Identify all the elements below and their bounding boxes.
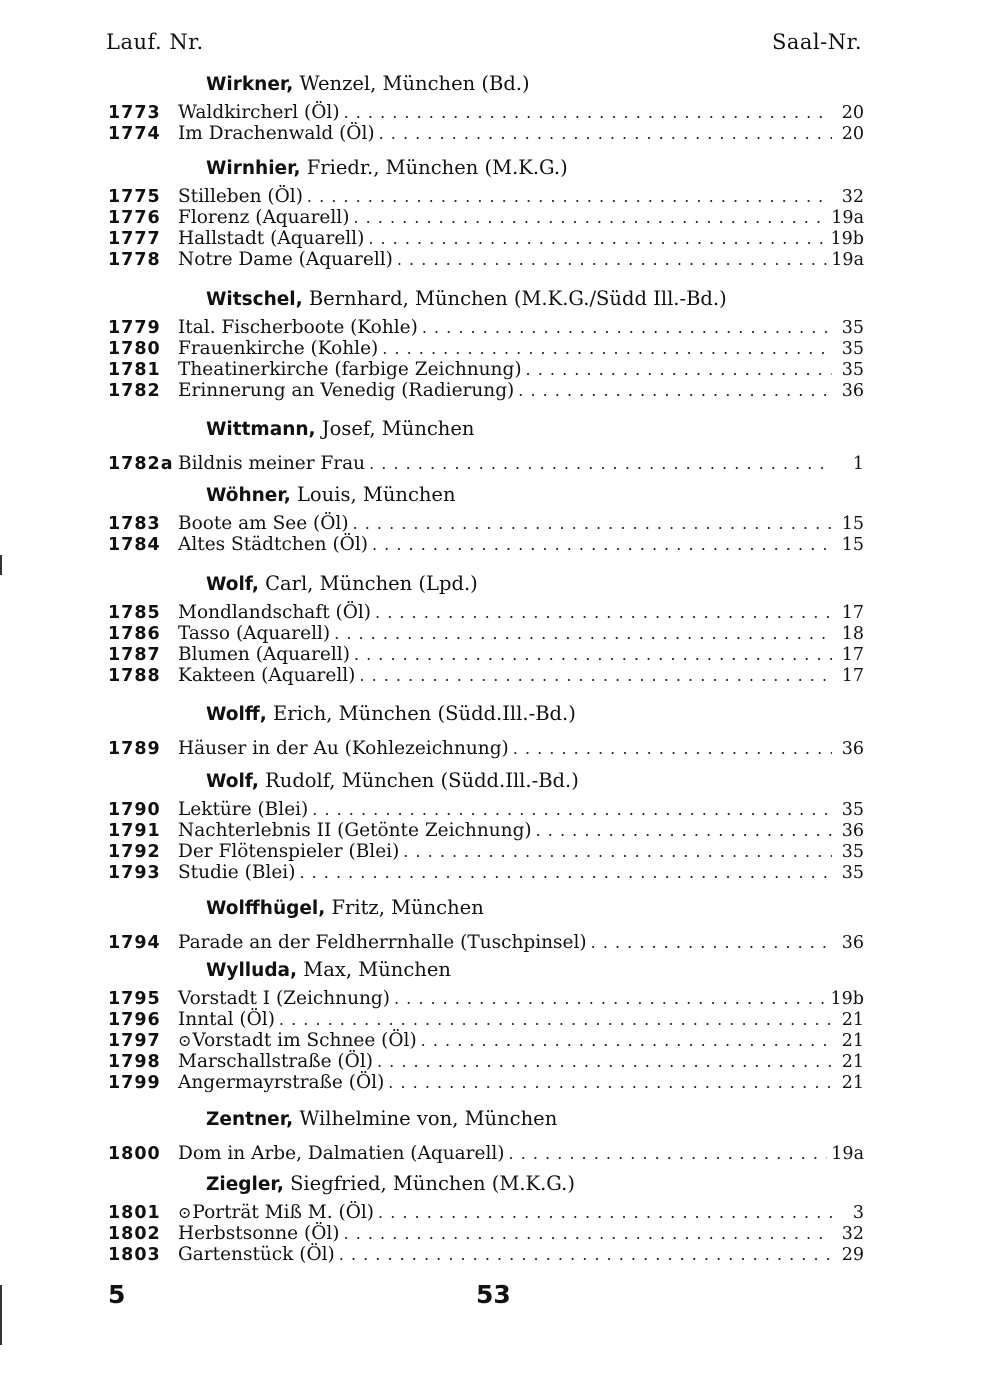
entry-number: 1786 xyxy=(108,624,161,644)
entry-title xyxy=(178,1223,340,1244)
artist-surname: Wolffhügel, xyxy=(206,898,326,919)
artist-surname: Wolf, xyxy=(206,574,259,595)
entry-number: 1788 xyxy=(108,666,161,686)
artist-surname: Witschel, xyxy=(206,289,303,310)
catalog-entry xyxy=(108,1244,864,1266)
entry-title xyxy=(178,359,522,380)
room-number: 21 xyxy=(841,1010,864,1030)
catalog-entry xyxy=(108,453,864,475)
entry-title xyxy=(178,1009,275,1030)
artist-heading xyxy=(206,896,484,919)
artist-heading xyxy=(206,156,568,179)
room-number: 35 xyxy=(841,318,864,338)
entry-title xyxy=(178,932,587,953)
catalog-entry xyxy=(108,228,864,250)
catalog-entry xyxy=(108,988,864,1010)
entry-title-text: Lektüre (Blei) xyxy=(178,799,309,820)
catalog-entry xyxy=(108,820,864,842)
dot-leader xyxy=(353,208,827,227)
artist-heading xyxy=(206,769,579,792)
dot-leader xyxy=(359,666,832,685)
artist-details: Carl, München (Lpd.) xyxy=(258,572,478,595)
artist-heading xyxy=(206,483,456,506)
entry-title-text: Tasso (Aquarell) xyxy=(178,623,331,644)
catalog-entry xyxy=(108,1009,864,1031)
entry-title-text: Herbstsonne (Öl) xyxy=(178,1223,340,1244)
entry-number: 1797 xyxy=(108,1031,161,1051)
entry-title-text: Hallstadt (Aquarell) xyxy=(178,228,365,249)
dot-leader xyxy=(279,1010,832,1029)
margin-mark xyxy=(0,555,2,575)
room-number: 21 xyxy=(841,1052,864,1072)
catalog-entry xyxy=(108,102,864,124)
room-number: 35 xyxy=(841,842,864,862)
entry-title xyxy=(178,317,418,338)
artist-surname: Wylluda, xyxy=(206,960,298,981)
entry-number: 1778 xyxy=(108,250,161,270)
entry-number: 1789 xyxy=(108,739,161,759)
entry-title-text: Ital. Fischerboote (Kohle) xyxy=(178,317,418,338)
dot-leader xyxy=(382,339,832,358)
artist-surname: Wolff, xyxy=(206,704,267,725)
entry-number: 1794 xyxy=(108,933,161,953)
dot-leader xyxy=(378,1203,832,1222)
entry-title-text: Parade an der Feldherrnhalle (Tuschpinsel) xyxy=(178,932,587,953)
entry-title-text: Theatinerkirche (farbige Zeichnung) xyxy=(178,359,522,380)
entry-title xyxy=(178,102,340,123)
catalog-entry xyxy=(108,1143,864,1165)
entry-title-text: Vorstadt im Schnee (Öl) xyxy=(192,1030,417,1051)
dot-leader xyxy=(344,1224,832,1243)
catalog-entry xyxy=(108,338,864,360)
catalog-entry xyxy=(108,932,864,954)
dot-leader xyxy=(369,454,832,473)
catalog-entry xyxy=(108,738,864,760)
entry-title xyxy=(178,123,375,144)
entry-title-text: Nachterlebnis II (Getönte Zeichnung) xyxy=(178,820,532,841)
room-number: 35 xyxy=(841,863,864,883)
entry-number: 1784 xyxy=(108,535,161,555)
entry-number: 1782a xyxy=(108,454,174,474)
artist-surname: Zentner, xyxy=(206,1109,294,1130)
entry-title-text: Notre Dame (Aquarell) xyxy=(178,249,393,270)
dot-leader xyxy=(518,381,832,400)
entry-title xyxy=(178,623,330,644)
catalog-entry xyxy=(108,665,864,687)
entry-title-text: Häuser in der Au (Kohlezeichnung) xyxy=(178,738,509,759)
artist-surname: Wöhner, xyxy=(206,485,291,506)
entry-number: 1803 xyxy=(108,1245,161,1265)
entry-title xyxy=(178,988,390,1009)
entry-number: 1779 xyxy=(108,318,161,338)
dot-leader xyxy=(339,1245,832,1264)
entry-title-text: Stilleben (Öl) xyxy=(178,186,303,207)
catalog-entry xyxy=(108,1051,864,1073)
entry-title xyxy=(178,228,364,249)
margin-mark xyxy=(0,1285,2,1345)
artist-details: Siegfried, München (M.K.G.) xyxy=(283,1172,575,1195)
catalog-entry xyxy=(108,380,864,402)
artist-details: Louis, München xyxy=(290,483,456,506)
room-number: 3 xyxy=(852,1203,864,1223)
catalog-entry xyxy=(108,602,864,624)
dot-leader xyxy=(421,1031,832,1050)
entry-number: 1782 xyxy=(108,381,161,401)
entry-number: 1785 xyxy=(108,603,161,623)
column-header-running-number: Lauf. Nr. xyxy=(106,30,204,54)
catalog-entry xyxy=(108,862,864,884)
entry-title xyxy=(178,453,365,474)
room-number: 17 xyxy=(841,603,864,623)
artist-surname: Wirkner, xyxy=(206,74,294,95)
entry-number: 1801 xyxy=(108,1203,161,1223)
artist-details: Erich, München (Südd.Ill.-Bd.) xyxy=(266,702,576,725)
entry-title-text: Florenz (Aquarell) xyxy=(178,207,350,228)
catalog-entry xyxy=(108,513,864,535)
circled-dot-icon: ⊙ xyxy=(178,1203,192,1222)
room-number: 35 xyxy=(841,339,864,359)
catalog-entry xyxy=(108,186,864,208)
dot-leader xyxy=(526,360,832,379)
entry-title xyxy=(178,799,308,820)
entry-title-text: Gartenstück (Öl) xyxy=(178,1244,335,1265)
dot-leader xyxy=(536,821,832,840)
catalog-entry xyxy=(108,1223,864,1245)
entry-number: 1790 xyxy=(108,800,161,820)
catalog-entry xyxy=(108,249,864,271)
entry-number: 1783 xyxy=(108,514,161,534)
entry-title-text: Dom in Arbe, Dalmatien (Aquarell) xyxy=(178,1143,505,1164)
dot-leader xyxy=(334,624,832,643)
catalog-entry xyxy=(108,359,864,381)
entry-number: 1795 xyxy=(108,989,161,1009)
entry-title-text: Kakteen (Aquarell) xyxy=(178,665,356,686)
entry-title xyxy=(178,1072,384,1093)
entry-title xyxy=(178,249,393,270)
dot-leader xyxy=(353,514,832,533)
dot-leader xyxy=(368,229,826,248)
room-number: 32 xyxy=(841,1224,864,1244)
entry-title xyxy=(178,738,509,759)
catalog-entry xyxy=(108,799,864,821)
artist-heading xyxy=(206,287,727,310)
artist-details: Wilhelmine von, München xyxy=(293,1107,558,1130)
entry-title xyxy=(178,186,303,207)
room-number: 21 xyxy=(841,1031,864,1051)
entry-number: 1787 xyxy=(108,645,161,665)
dot-leader xyxy=(375,603,832,622)
artist-heading xyxy=(206,1107,557,1130)
entry-title-text: Porträt Miß M. (Öl) xyxy=(192,1202,375,1223)
dot-leader xyxy=(388,1073,832,1092)
room-number: 35 xyxy=(841,360,864,380)
entry-number: 1774 xyxy=(108,124,161,144)
entry-number: 1780 xyxy=(108,339,161,359)
entry-number: 1802 xyxy=(108,1224,161,1244)
artist-surname: Wirnhier, xyxy=(206,158,301,179)
artist-surname: Wolf, xyxy=(206,771,259,792)
room-number: 15 xyxy=(841,514,864,534)
catalog-entry xyxy=(108,207,864,229)
room-number: 17 xyxy=(841,645,864,665)
entry-number: 1777 xyxy=(108,229,161,249)
entry-number: 1776 xyxy=(108,208,161,228)
entry-title xyxy=(178,602,371,623)
entry-title xyxy=(178,1244,335,1265)
entry-number: 1792 xyxy=(108,842,161,862)
room-number: 17 xyxy=(841,666,864,686)
dot-leader xyxy=(372,535,832,554)
artist-details: Bernhard, München (M.K.G./Südd Ill.-Bd.) xyxy=(302,287,727,310)
dot-leader xyxy=(394,989,827,1008)
room-number: 21 xyxy=(841,1073,864,1093)
dot-leader xyxy=(377,1052,832,1071)
entry-title-text: Blumen (Aquarell) xyxy=(178,644,350,665)
artist-details: Rudolf, München (Südd.Ill.-Bd.) xyxy=(258,769,579,792)
room-number: 32 xyxy=(841,187,864,207)
entry-number: 1775 xyxy=(108,187,161,207)
dot-leader xyxy=(422,318,832,337)
page-number: 53 xyxy=(476,1280,511,1309)
artist-details: Friedr., München (M.K.G.) xyxy=(300,156,568,179)
entry-title-text: Im Drachenwald (Öl) xyxy=(178,123,375,144)
dot-leader xyxy=(513,739,832,758)
entry-title xyxy=(178,207,349,228)
artist-heading xyxy=(206,572,478,595)
catalog-entry xyxy=(108,623,864,645)
entry-number: 1799 xyxy=(108,1073,161,1093)
catalog-entry xyxy=(108,317,864,339)
entry-title-text: Erinnerung an Venedig (Radierung) xyxy=(178,380,515,401)
catalog-entry xyxy=(108,534,864,556)
entry-title xyxy=(178,820,532,841)
entry-title-text: Frauenkirche (Kohle) xyxy=(178,338,379,359)
artist-heading xyxy=(206,1172,575,1195)
entry-title xyxy=(178,338,378,359)
room-number: 19a xyxy=(831,250,864,270)
catalog-entry xyxy=(108,841,864,863)
dot-leader xyxy=(591,933,832,952)
artist-surname: Ziegler, xyxy=(206,1174,284,1195)
entry-title-text: Bildnis meiner Frau xyxy=(178,453,366,474)
entry-number: 1800 xyxy=(108,1144,161,1164)
room-number: 19b xyxy=(830,989,864,1009)
entry-title xyxy=(178,513,349,534)
entry-title xyxy=(178,862,295,883)
entry-title-text: Angermayrstraße (Öl) xyxy=(178,1072,385,1093)
dot-leader xyxy=(299,863,832,882)
catalog-entry xyxy=(108,1202,864,1224)
room-number: 36 xyxy=(841,933,864,953)
entry-number: 1796 xyxy=(108,1010,161,1030)
entry-number: 1798 xyxy=(108,1052,161,1072)
catalog-entry xyxy=(108,644,864,666)
dot-leader xyxy=(344,103,832,122)
entry-title-text: Vorstadt I (Zeichnung) xyxy=(178,988,390,1009)
entry-number: 1773 xyxy=(108,103,161,123)
room-number: 19b xyxy=(830,229,864,249)
entry-title xyxy=(178,644,350,665)
catalog-entry xyxy=(108,1072,864,1094)
artist-details: Fritz, München xyxy=(325,896,484,919)
room-number: 29 xyxy=(841,1245,864,1265)
entry-title-text: Der Flötenspieler (Blei) xyxy=(178,841,400,862)
signature-mark: 5 xyxy=(108,1280,126,1309)
circled-dot-icon: ⊙ xyxy=(178,1031,192,1050)
entry-number: 1791 xyxy=(108,821,161,841)
room-number: 19a xyxy=(831,208,864,228)
room-number: 20 xyxy=(841,124,864,144)
artist-details: Josef, München xyxy=(315,417,475,440)
entry-title xyxy=(178,841,399,862)
entry-number: 1781 xyxy=(108,360,161,380)
artist-heading xyxy=(206,417,474,440)
entry-title xyxy=(178,1202,374,1223)
entry-title xyxy=(178,380,514,401)
catalog-entry xyxy=(108,123,864,145)
dot-leader xyxy=(312,800,832,819)
artist-heading xyxy=(206,72,530,95)
artist-surname: Wittmann, xyxy=(206,419,316,440)
room-number: 1 xyxy=(852,454,864,474)
entry-title-text: Altes Städtchen (Öl) xyxy=(178,534,368,555)
entry-title xyxy=(178,1143,505,1164)
room-number: 36 xyxy=(841,821,864,841)
room-number: 36 xyxy=(841,739,864,759)
room-number: 20 xyxy=(841,103,864,123)
entry-title xyxy=(178,534,368,555)
room-number: 36 xyxy=(841,381,864,401)
room-number: 15 xyxy=(841,535,864,555)
entry-title xyxy=(178,665,355,686)
entry-title-text: Marschallstraße (Öl) xyxy=(178,1051,373,1072)
room-number: 18 xyxy=(841,624,864,644)
entry-title xyxy=(178,1030,417,1051)
column-header-room-number: Saal-Nr. xyxy=(771,30,862,54)
dot-leader xyxy=(354,645,832,664)
artist-details: Wenzel, München (Bd.) xyxy=(293,72,530,95)
artist-details: Max, München xyxy=(297,958,451,981)
room-number: 35 xyxy=(841,800,864,820)
room-number: 19a xyxy=(831,1144,864,1164)
artist-heading xyxy=(206,702,576,725)
entry-title-text: Mondlandschaft (Öl) xyxy=(178,602,372,623)
dot-leader xyxy=(403,842,832,861)
entry-title-text: Waldkircherl (Öl) xyxy=(178,102,340,123)
entry-title-text: Boote am See (Öl) xyxy=(178,513,349,534)
entry-title xyxy=(178,1051,373,1072)
artist-heading xyxy=(206,958,451,981)
entry-title-text: Inntal (Öl) xyxy=(178,1009,275,1030)
entry-number: 1793 xyxy=(108,863,161,883)
entry-title-text: Studie (Blei) xyxy=(178,862,296,883)
dot-leader xyxy=(379,124,832,143)
catalog-entry xyxy=(108,1030,864,1052)
dot-leader xyxy=(307,187,832,206)
dot-leader xyxy=(509,1144,828,1163)
dot-leader xyxy=(397,250,827,269)
